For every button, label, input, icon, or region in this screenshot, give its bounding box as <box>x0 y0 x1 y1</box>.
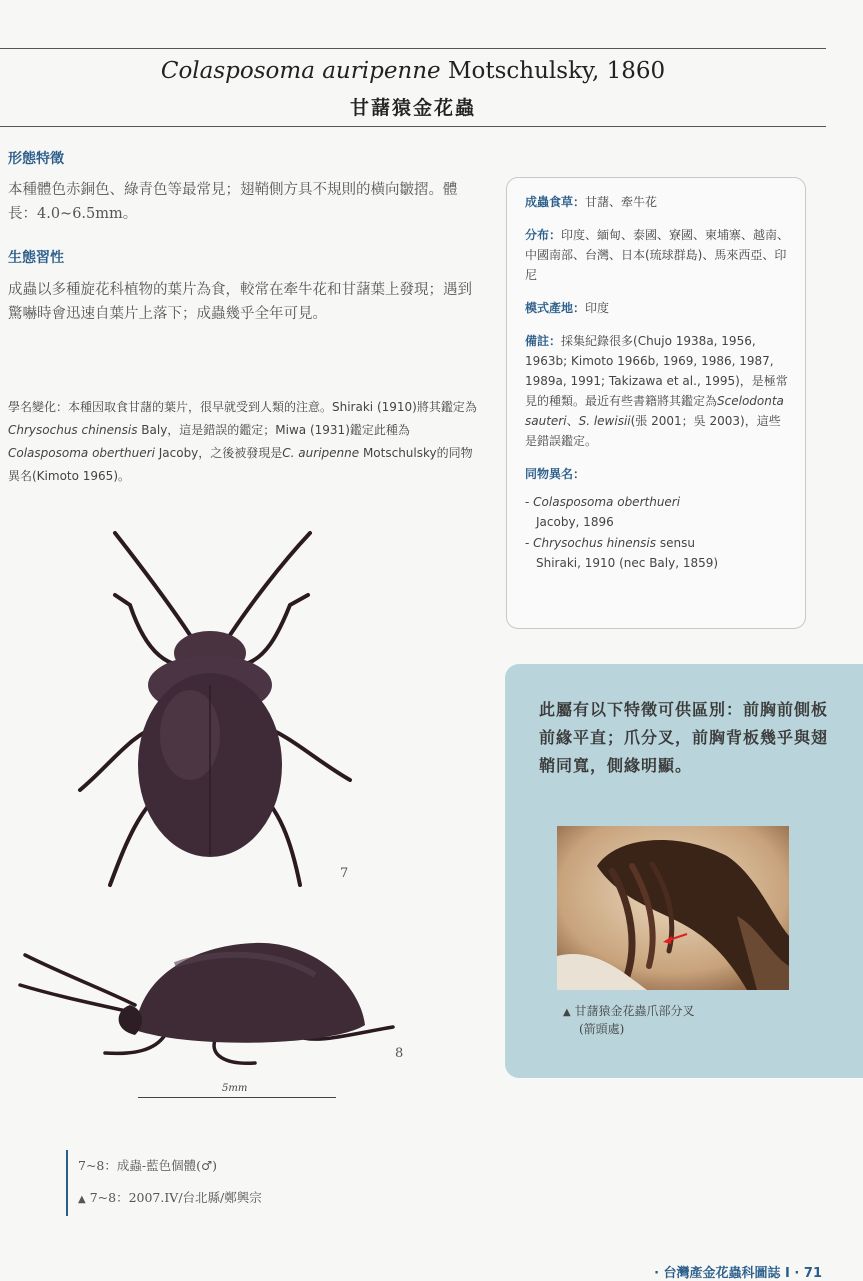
synonym-item: - Colasposoma oberthueri Jacoby, 1896 <box>525 492 791 532</box>
remarks-text: 、 <box>566 414 579 428</box>
scale-label: 5mm <box>222 1083 248 1094</box>
remarks-taxon: Scelodonta sauteri <box>525 394 784 428</box>
photo-caption <box>66 1150 262 1216</box>
figure-number-8: 8 <box>395 1046 404 1061</box>
remarks-taxon: S. lewisii <box>578 414 631 428</box>
synonym-sensu: sensu <box>656 536 695 550</box>
host-plants <box>525 192 791 212</box>
host-value: 甘藷、牽牛花 <box>585 195 658 209</box>
remarks-text: (張 2001；吳 2003)，這些是錯誤鑑定。 <box>525 414 781 448</box>
synonym-author: Jacoby, 1896 <box>536 515 614 529</box>
type-locality-label: 模式產地： <box>525 301 586 315</box>
synonym-name: Colasposoma oberthueri <box>533 495 681 509</box>
caption-line1: 7~8：成蟲-藍色個體(♂) <box>78 1158 218 1173</box>
name-change-taxon: C. auripenne <box>282 446 360 460</box>
beetle-lateral-photo <box>15 935 400 1075</box>
name-change-taxon: Colasposoma oberthueri <box>8 446 155 460</box>
claw-caption-line1: 甘藷猿金花蟲爪部分叉 <box>574 1004 695 1018</box>
synonym-item: - Chrysochus hinensis sensu Shiraki, 1910 (nec Baly, 1859) <box>525 533 791 573</box>
host-label: 成蟲食草： <box>525 195 586 209</box>
name-change-text: Baly，這是錯誤的鑑定；Miwa (1931)鑑定此種為 <box>137 423 410 437</box>
genus-feature-panel <box>505 664 863 1078</box>
name-change-text: 學名變化：本種因取食甘藷的葉片，很早就受到人類的注意。Shiraki (1910)將其鑑定為 <box>8 400 477 414</box>
distribution <box>525 225 791 285</box>
beetle-dorsal-photo <box>60 525 360 900</box>
triangle-icon: ▲ <box>78 1194 86 1205</box>
synonym-author: Shiraki, 1910 (nec Baly, 1859) <box>536 556 719 570</box>
book-title: 台灣產金花蟲科圖誌 I <box>663 1266 790 1281</box>
scale-bar <box>138 1097 336 1098</box>
caption-line2-text: 7~8：2007.IV/台北縣/鄭興宗 <box>89 1190 262 1205</box>
species-info-box <box>506 177 806 629</box>
claw-photo <box>557 826 789 990</box>
name-change-text: Motschulsky的同物異名(Kimoto 1965)。 <box>8 446 473 483</box>
figure-number-7: 7 <box>340 866 349 881</box>
ecology-heading: 生態習性 <box>8 250 64 266</box>
name-change-taxon: Chrysochus chinensis <box>8 423 138 437</box>
remarks <box>525 331 791 451</box>
chinese-name: 甘藷猿金花蟲 <box>349 97 476 119</box>
distribution-label: 分布： <box>525 228 562 242</box>
species-title <box>0 58 826 84</box>
morphology-text: 本種體色赤銅色、綠青色等最常見；翅鞘側方具不規則的橫向皺摺。體長：4.0~6.5mm。 <box>8 182 458 222</box>
type-locality-value: 印度 <box>585 301 610 315</box>
synonym-list <box>525 492 791 573</box>
genus-feature-text: 此屬有以下特徵可供區別：前胸前側板前緣平直；爪分叉，前胸背板幾乎與翅鞘同寬，側緣明顯。 <box>539 700 829 775</box>
name-change-note <box>8 396 480 488</box>
distribution-value: 印度、緬甸、泰國、寮國、柬埔寨、越南、中國南部、台灣、日本(琉球群島)、馬來西亞、印尼 <box>525 228 790 282</box>
author-year: Motschulsky, 1860 <box>447 58 666 84</box>
top-rule <box>0 48 826 49</box>
remarks-text: 採集紀錄很多(Chujo 1938a, 1956, 1963b; Kimoto 1966b, 1969, 1986, 1987, 1989a, 1991; Takizawa et al., 1995)，是極常見的種類。最近有些書籍將其鑑定為 <box>525 334 788 408</box>
caption-line2 <box>78 1182 262 1216</box>
scientific-name: Colasposoma auripenne <box>160 58 441 84</box>
synonym-name: Chrysochus hinensis <box>533 536 657 550</box>
page-footer: · 台灣產金花蟲科圖誌 I · 71 <box>654 1266 822 1281</box>
type-locality <box>525 298 791 318</box>
header-rule <box>0 126 826 127</box>
remarks-label: 備註： <box>525 334 562 348</box>
synonyms-heading <box>525 464 791 484</box>
name-change-text: Jacoby，之後被發現是 <box>154 446 283 460</box>
ecology-text: 成蟲以多種旋花科植物的葉片為食，較常在牽牛花和甘藷葉上發現；遇到驚嚇時會迅速自葉片上落下；成蟲幾乎全年可見。 <box>8 282 472 322</box>
claw-photo-caption <box>563 1003 695 1038</box>
morphology-heading: 形態特徵 <box>8 151 64 167</box>
claw-caption-line2: (箭頭處) <box>579 1022 625 1036</box>
triangle-icon: ▲ <box>563 1007 571 1018</box>
synonyms-label: 同物異名： <box>525 467 586 481</box>
page-number: 71 <box>803 1266 822 1281</box>
